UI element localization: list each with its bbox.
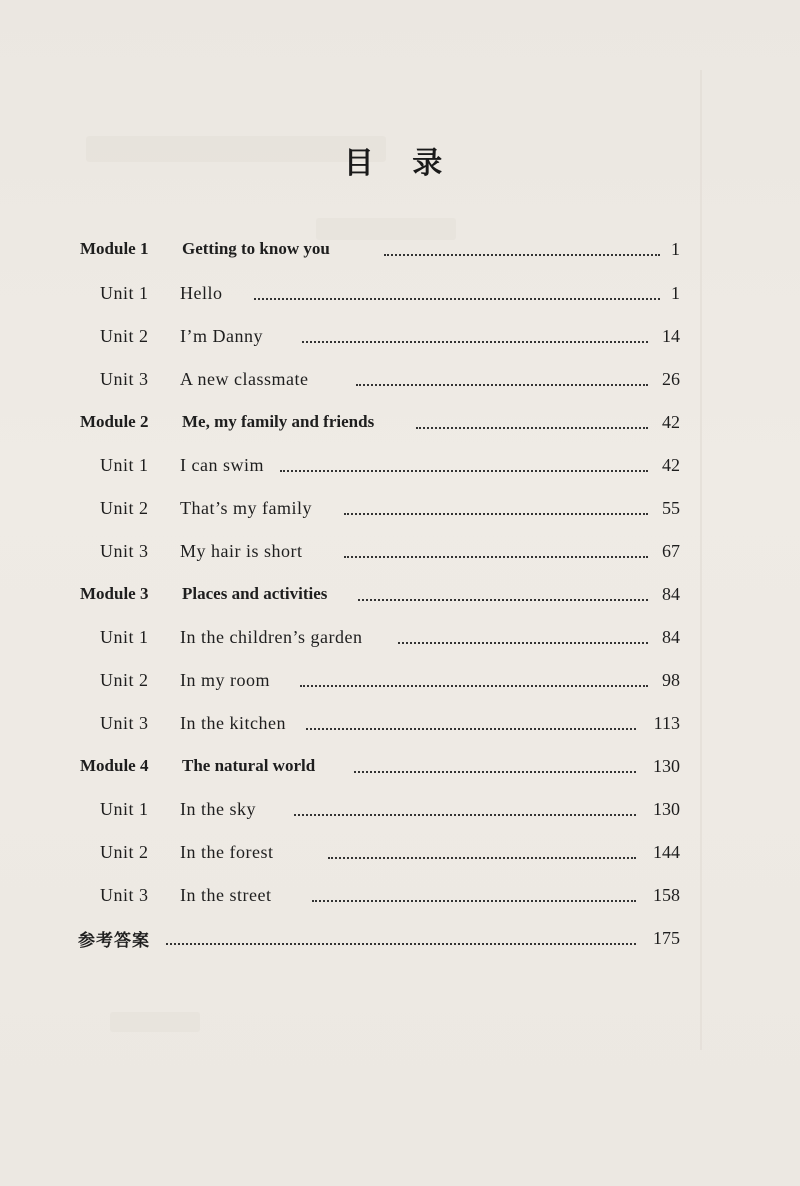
toc-label: Unit 1 <box>100 282 149 303</box>
dot-leader <box>294 812 636 816</box>
toc-label: Unit 1 <box>100 454 149 475</box>
toc-module-1-unit-2[interactable] <box>0 321 800 351</box>
toc-module-1-unit-3[interactable] <box>0 364 800 394</box>
toc-page-number: 130 <box>653 798 680 819</box>
toc-page-number: 42 <box>662 411 680 432</box>
dot-leader <box>344 554 648 558</box>
toc-page-number: 175 <box>653 927 680 948</box>
toc-title: I can swim <box>180 454 264 475</box>
toc-label: Unit 3 <box>100 712 149 733</box>
toc-title: That’s my family <box>180 497 312 518</box>
toc-page-number: 158 <box>653 884 680 905</box>
dot-leader <box>166 941 636 945</box>
toc-page-number: 130 <box>653 755 680 776</box>
toc-label: Unit 3 <box>100 368 149 389</box>
toc-module-1-unit-1[interactable] <box>0 278 800 308</box>
toc-module-2-unit-1[interactable] <box>0 450 800 480</box>
toc-module-3-unit-3[interactable] <box>0 708 800 738</box>
toc-title: In the sky <box>180 798 256 819</box>
toc-page-number: 14 <box>662 325 680 346</box>
toc-title: I’m Danny <box>180 325 263 346</box>
toc-page-number: 67 <box>662 540 680 561</box>
toc-module-4-unit-1[interactable] <box>0 794 800 824</box>
toc-label: Module 3 <box>80 584 149 603</box>
dot-leader <box>328 855 636 859</box>
toc-page-number: 55 <box>662 497 680 518</box>
toc-module-3-unit-1[interactable] <box>0 622 800 652</box>
toc-page-number: 26 <box>662 368 680 389</box>
toc-title: In my room <box>180 669 270 690</box>
dot-leader <box>384 252 660 256</box>
dot-leader <box>300 683 648 687</box>
toc-title: In the forest <box>180 841 274 862</box>
toc-label: Unit 2 <box>100 669 149 690</box>
toc-label: 参考答案 <box>78 930 150 951</box>
toc-title: Getting to know you <box>182 239 330 258</box>
toc-label: Unit 2 <box>100 497 149 518</box>
toc-module-4[interactable] <box>0 751 800 781</box>
toc-module-1[interactable] <box>0 234 800 264</box>
toc-label: Module 4 <box>80 756 149 775</box>
toc-module-2-unit-3[interactable] <box>0 536 800 566</box>
toc-title: A new classmate <box>180 368 309 389</box>
dot-leader <box>306 726 636 730</box>
toc-label: Unit 2 <box>100 325 149 346</box>
toc-module-4-unit-2[interactable] <box>0 837 800 867</box>
toc-module-2[interactable] <box>0 407 800 437</box>
toc-module-2-unit-2[interactable] <box>0 493 800 523</box>
toc-title: Me, my family and friends <box>182 412 375 431</box>
toc-label: Unit 1 <box>100 626 149 647</box>
toc-title: Places and activities <box>182 584 328 603</box>
toc-title: In the street <box>180 884 272 905</box>
toc-page-number: 84 <box>662 583 680 604</box>
toc-label: Unit 3 <box>100 884 149 905</box>
dot-leader <box>280 468 648 472</box>
dot-leader <box>254 296 660 300</box>
dot-leader <box>358 597 648 601</box>
toc-title: In the children’s garden <box>180 626 363 647</box>
dot-leader <box>344 511 648 515</box>
dot-leader <box>416 425 648 429</box>
toc-title: My hair is short <box>180 540 303 561</box>
toc-module-3-unit-2[interactable] <box>0 665 800 695</box>
toc-title: The natural world <box>182 756 316 775</box>
toc-page-number: 84 <box>662 626 680 647</box>
toc-label: Unit 2 <box>100 841 149 862</box>
dot-leader <box>356 382 648 386</box>
toc-page-number: 113 <box>653 712 680 733</box>
toc-title: In the kitchen <box>180 712 286 733</box>
toc-page-number: 42 <box>662 454 680 475</box>
page-title: 目 录 <box>343 146 457 181</box>
toc-page-number: 1 <box>671 282 680 303</box>
dot-leader <box>302 339 648 343</box>
toc-module-4-unit-3[interactable] <box>0 880 800 910</box>
toc-page-number: 1 <box>671 238 680 259</box>
toc-label: Module 2 <box>80 412 149 431</box>
dot-leader <box>354 769 636 773</box>
toc-answer-key[interactable] <box>0 923 800 953</box>
toc-page-number: 144 <box>653 841 680 862</box>
dot-leader <box>312 898 636 902</box>
toc-label: Unit 1 <box>100 798 149 819</box>
toc-label: Module 1 <box>80 239 149 258</box>
toc-module-3[interactable] <box>0 579 800 609</box>
toc-page-number: 98 <box>662 669 680 690</box>
toc-title: Hello <box>180 282 223 303</box>
toc-label: Unit 3 <box>100 540 149 561</box>
dot-leader <box>398 640 648 644</box>
